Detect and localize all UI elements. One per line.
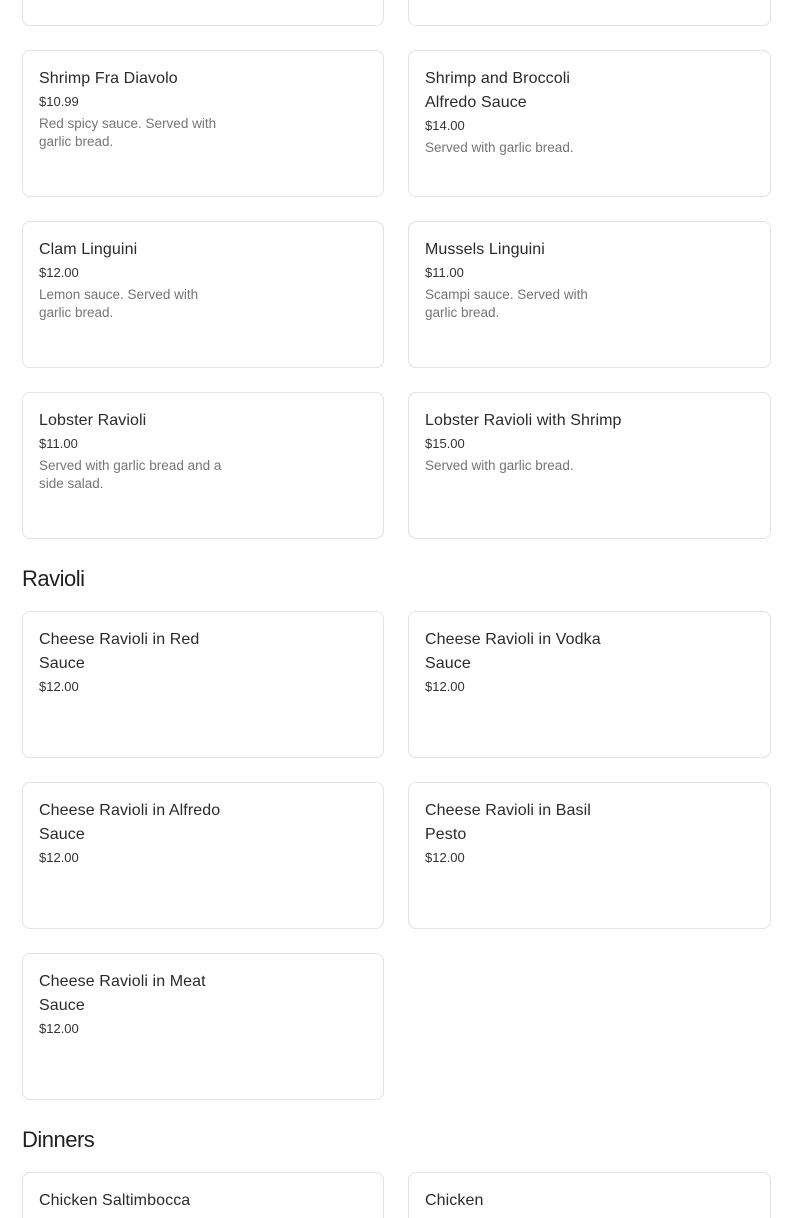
menu-item-name: Cheese Ravioli in Meat Sauce — [39, 973, 206, 1014]
menu-item-card[interactable] — [408, 782, 771, 929]
menu-item-name: Cheese Ravioli in Alfredo Sauce — [39, 802, 221, 843]
menu-item-price: $15.00 — [425, 436, 465, 451]
menu-item-card[interactable] — [22, 953, 384, 1100]
menu-item-description: Served with garlic bread and a side salad. — [39, 458, 222, 491]
menu-item-card-partial[interactable] — [22, 0, 384, 26]
menu-item-card[interactable] — [22, 392, 384, 539]
menu-item-card[interactable] — [408, 221, 771, 368]
menu-item-card[interactable] — [22, 611, 384, 758]
menu-item-price: $12.00 — [39, 265, 79, 280]
menu-item-name: Chicken Saltimbocca — [39, 1192, 191, 1209]
menu-item-name: Chicken — [425, 1192, 484, 1209]
menu-item-description: Red spicy sauce. Served with garlic bread. — [39, 116, 217, 149]
menu-item-name: Lobster Ravioli — [39, 412, 147, 429]
menu-item-price: $10.99 — [39, 94, 79, 109]
menu-item-price: $12.00 — [39, 1021, 79, 1036]
menu-item-card[interactable] — [408, 611, 771, 758]
menu-item-description: Served with garlic bread. — [425, 458, 574, 473]
menu-item-name: Mussels Linguini — [425, 241, 545, 258]
section-title-ravioli: Ravioli — [22, 566, 85, 591]
menu-item-name: Cheese Ravioli in Red Sauce — [39, 631, 200, 672]
menu-item-name: Shrimp Fra Diavolo — [39, 70, 178, 87]
menu-item-price: $12.00 — [39, 679, 79, 694]
menu-item-name: Lobster Ravioli with Shrimp — [425, 412, 622, 429]
menu-item-description: Lemon sauce. Served with garlic bread. — [39, 287, 199, 320]
menu-item-card[interactable] — [22, 1172, 384, 1218]
menu-item-description: Scampi sauce. Served with garlic bread. — [425, 287, 588, 320]
menu-item-name: Shrimp and Broccoli Alfredo Sauce — [425, 70, 571, 111]
menu-item-card[interactable] — [22, 221, 384, 368]
menu-item-name: Cheese Ravioli in Basil Pesto — [425, 802, 591, 843]
menu-item-price: $12.00 — [39, 850, 79, 865]
menu-item-card[interactable] — [408, 50, 771, 197]
menu-item-price: $12.00 — [425, 679, 465, 694]
menu-item-price: $14.00 — [425, 118, 465, 133]
menu-item-price: $11.00 — [39, 436, 78, 451]
menu-item-name: Clam Linguini — [39, 241, 138, 258]
menu-item-card[interactable] — [408, 1172, 771, 1218]
menu-item-card[interactable] — [22, 782, 384, 929]
section-title-dinners: Dinners — [22, 1127, 95, 1152]
menu-item-card[interactable] — [408, 392, 771, 539]
menu-item-description: Served with garlic bread. — [425, 140, 574, 155]
menu-item-price: $12.00 — [425, 850, 465, 865]
menu-item-card[interactable] — [22, 50, 384, 197]
menu-item-price: $11.00 — [425, 265, 464, 280]
menu-item-card-partial[interactable] — [408, 0, 771, 26]
menu-item-name: Cheese Ravioli in Vodka Sauce — [425, 631, 601, 672]
